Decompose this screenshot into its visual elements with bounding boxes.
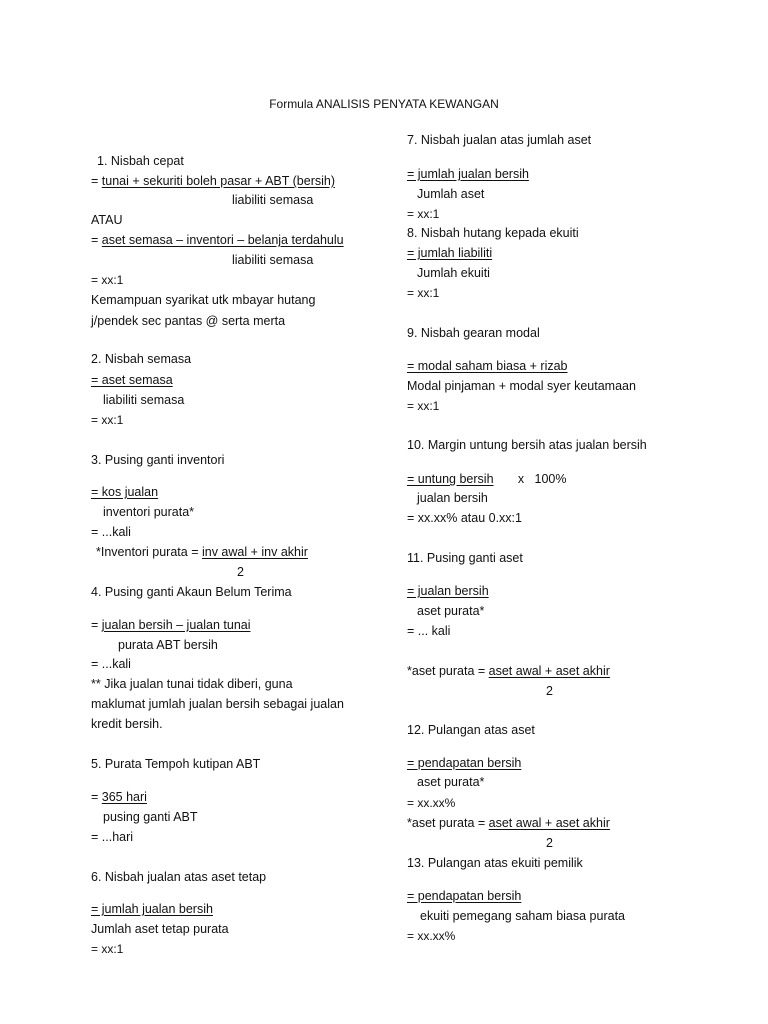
text-line [407,356,568,376]
text-line [407,223,579,243]
text-line [91,919,229,939]
text-line [91,290,315,310]
line-text: maklumat jumlah jualan bersih sebagai jualan [91,697,344,711]
formula-numerator: = modal saham biasa + rizab [407,359,568,373]
text-line [407,469,566,489]
line-text: = ... kali [407,624,451,638]
line-text: inventori purata* [103,505,195,519]
line-text: Kemampuan syarikat utk mbayar hutang [91,293,316,307]
line-text: ekuiti pemegang saham biasa purata [420,909,625,923]
text-line [407,204,439,224]
line-text: = ...kali [91,525,131,539]
formula-numerator: jualan bersih – jualan tunai [101,618,251,632]
text-line [546,833,553,853]
text-line [407,813,610,833]
line-text: pusing ganti ABT [103,810,198,824]
formula-numerator: = untung bersih [407,472,494,486]
line-text: = [91,233,102,247]
text-line [407,621,450,641]
line-text: ** Jika jualan tunai tidak diberi, guna [91,677,293,691]
line-text: *Inventori purata = [96,545,202,559]
formula-numerator: inv awal + inv akhir [201,545,308,559]
text-line [91,482,158,502]
text-line [417,772,484,792]
text-line [96,542,308,562]
text-line [91,714,163,734]
line-text: 10. Margin untung bersih atas jualan bersih [407,438,647,452]
line-text: = xx:1 [91,273,124,287]
formula-numerator: = aset semasa [91,373,173,387]
line-text: j/pendek sec pantas @ serta merta [91,314,286,328]
text-line [91,311,285,331]
text-line [103,390,184,410]
line-text: Jumlah aset [417,187,485,201]
line-text: jualan bersih [417,491,488,505]
text-line [407,548,523,568]
line-text: = xx.xx% [407,929,456,943]
line-text: = [91,174,102,188]
text-line [407,508,522,528]
line-text: Jumlah aset tetap purata [91,922,229,936]
text-line [103,807,198,827]
text-line [91,694,344,714]
formula-numerator: 365 hari [101,790,147,804]
text-line [103,502,194,522]
line-text: = xx:1 [91,413,124,427]
formula-numerator: aset awal + aset akhir [488,816,610,830]
text-line [417,184,484,204]
text-line [407,323,540,343]
formula-numerator: tunai + sekuriti boleh pasar + ABT (bersih) [101,174,336,188]
line-text: 2 [237,565,244,579]
line-text: = ...kali [91,657,131,671]
text-line [407,130,591,150]
text-line [546,681,553,701]
formula-numerator: = jumlah jualan bersih [407,167,529,181]
text-line [407,793,455,813]
text-line [91,939,123,959]
formula-numerator: = jualan bersih [407,584,489,598]
line-text: 8. Nisbah hutang kepada ekuiti [407,226,579,240]
line-text: = xx:1 [407,399,440,413]
text-line [91,754,260,774]
text-line [91,899,213,919]
text-line [407,581,489,601]
text-line [237,562,244,582]
line-text: = xx:1 [407,207,440,221]
text-line [420,906,625,926]
line-text: = xx.xx% atau 0.xx:1 [407,511,522,525]
line-text: liabiliti semasa [103,393,185,407]
line-text: liabiliti semasa [232,193,314,207]
text-line [91,171,335,191]
line-text: = [91,618,102,632]
text-line [417,601,484,621]
text-line [91,615,251,635]
line-text: 9. Nisbah gearan modal [407,326,540,340]
line-text: = xx:1 [407,286,440,300]
line-text: 2 [546,836,553,850]
line-text: *aset purata = [407,664,489,678]
text-line [91,787,147,807]
text-line [407,926,455,946]
text-line [91,410,123,430]
formula-numerator: = jumlah liabiliti [407,246,493,260]
text-line [91,827,133,847]
line-text: Jumlah ekuiti [417,266,490,280]
line-text: 6. Nisbah jualan atas aset tetap [91,870,267,884]
text-line [407,396,439,416]
text-line [91,270,123,290]
line-text: 4. Pusing ganti Akaun Belum Terima [91,585,292,599]
text-line [232,190,313,210]
line-text: *aset purata = [407,816,489,830]
text-line [407,164,529,184]
text-line [407,853,583,873]
line-text: = [91,790,102,804]
line-text: purata ABT bersih [118,638,218,652]
text-line [91,349,191,369]
text-line [91,522,131,542]
text-line [407,435,647,455]
line-text: 7. Nisbah jualan atas jumlah aset [407,133,592,147]
line-text: 3. Pusing ganti inventori [91,453,225,467]
formula-numerator: = kos jualan [91,485,159,499]
text-line [91,450,224,470]
line-text: 1. Nisbah cepat [97,154,184,168]
text-line [97,151,184,171]
line-text: 11. Pusing ganti aset [407,551,523,565]
line-text: Modal pinjaman + modal syer keutamaan [407,379,636,393]
text-line [91,867,266,887]
text-line [417,263,490,283]
text-line [91,674,293,694]
text-line [407,376,636,396]
text-line [91,230,344,250]
line-text: 13. Pulangan atas ekuiti pemilik [407,856,583,870]
text-line [407,661,610,681]
formula-numerator: aset semasa – inventori – belanja terdahulu [101,233,344,247]
formula-numerator: = pendapatan bersih [407,889,522,903]
text-line [407,886,521,906]
text-line [407,753,521,773]
document-title: Formula ANALISIS PENYATA KEWANGAN [269,97,499,111]
line-text: = ...hari [91,830,134,844]
formula-multiplier: x 100% [493,472,567,486]
text-line [407,283,439,303]
formula-numerator: = pendapatan bersih [407,756,522,770]
text-line [118,635,218,655]
line-text: 12. Pulangan atas aset [407,723,535,737]
line-text: = xx.xx% [407,796,456,810]
text-line [232,250,313,270]
line-text: 2. Nisbah semasa [91,352,192,366]
formula-numerator: = jumlah jualan bersih [91,902,213,916]
line-text: ATAU [91,213,123,227]
text-line [91,582,292,602]
text-line [91,654,131,674]
line-text: aset purata* [417,604,485,618]
line-text: 2 [546,684,553,698]
text-line [407,720,535,740]
line-text: liabiliti semasa [232,253,314,267]
formula-numerator: aset awal + aset akhir [488,664,610,678]
text-line [407,243,492,263]
text-line [91,370,173,390]
line-text: kredit bersih. [91,717,163,731]
line-text: aset purata* [417,775,485,789]
text-line [417,488,488,508]
text-line [91,210,122,230]
line-text: = xx:1 [91,942,124,956]
line-text: 5. Purata Tempoh kutipan ABT [91,757,261,771]
